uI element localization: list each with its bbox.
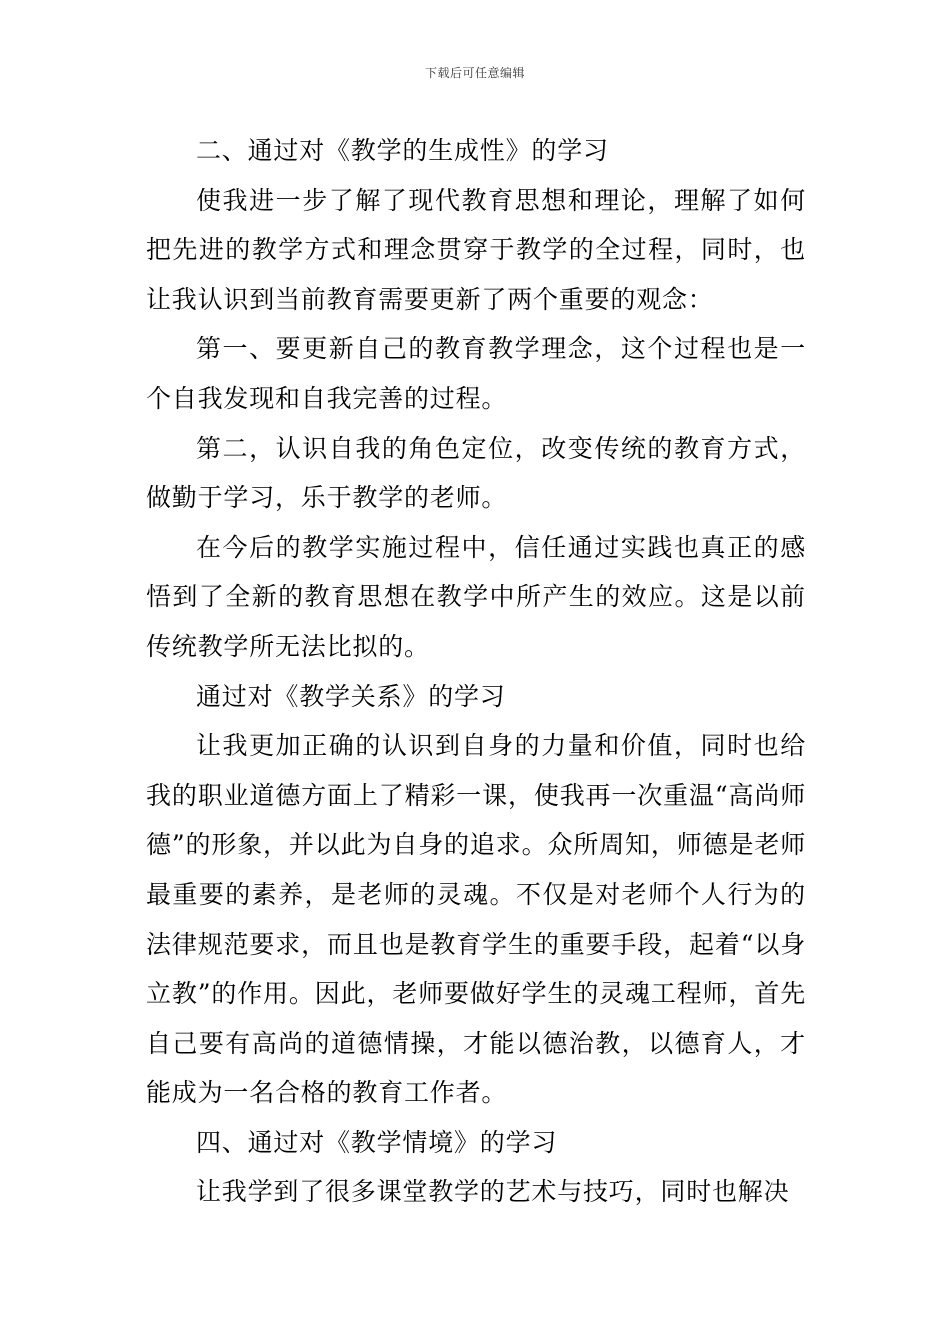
section-heading-2: 二、通过对《教学的生成性》的学习 — [196, 136, 609, 165]
paragraph: 使我进一步了解了现代教育思想和理论，理解了如何把先进的教学方式和理念贯穿于教学的全过程，同时，也让我认识到当前教育需要更新了两个重要的观念： — [146, 185, 806, 314]
paragraph: 第二，认识自我的角色定位，改变传统的教育方式，做勤于学习，乐于教学的老师。 — [146, 433, 806, 513]
paragraph: 让我学到了很多课堂教学的艺术与技巧，同时也解决 — [196, 1177, 790, 1207]
paragraph: 让我更加正确的认识到自身的力量和价值，同时也给我的职业道德方面上了精彩一课，使我再一次重温“高尚师德”的形象，并以此为自身的追求。众所周知，师德是老师最重要的素养，是老师的灵魂。不仅是对老师个人行为的法律规范要求，而且也是教育学生的重要手段，起着“以身立教”的作用。因此，老师要做好学生的灵魂工程师，首先自己要有高尚的道德情操，才能以德治教，以德育人，才能成为一名合格的教育工作者。 — [146, 731, 806, 1108]
paragraph: 在今后的教学实施过程中，信任通过实践也真正的感悟到了全新的教育思想在教学中所产生的效应。这是以前传统教学所无法比拟的。 — [146, 532, 806, 661]
section-heading-4: 四、通过对《教学情境》的学习 — [196, 1127, 558, 1157]
section-heading-3: 通过对《教学关系》的学习 — [196, 681, 506, 711]
document-body — [146, 126, 806, 1217]
paragraph: 第一、要更新自己的教育教学理念，这个过程也是一个自我发现和自我完善的过程。 — [146, 334, 806, 413]
page-header-note: 下载后可任意编辑 — [424, 66, 525, 80]
